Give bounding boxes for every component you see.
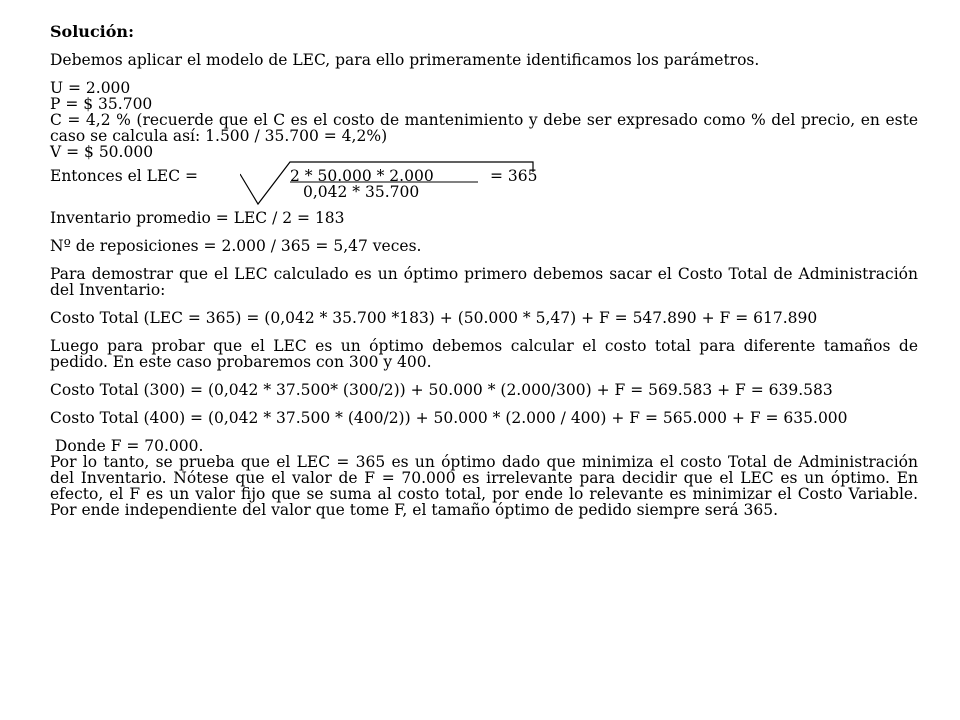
inventario-promedio: Inventario promedio = LEC / 2 = 183 <box>50 209 345 227</box>
document-page <box>50 24 918 518</box>
demostrar-paragraph: Para demostrar que el LEC calculado es un óptimo primero debemos sacar el Costo Total de Administración del Inventario: <box>50 265 918 299</box>
param-u: U = 2.000 <box>50 79 131 97</box>
lec-formula <box>50 166 918 210</box>
donde-f: Donde F = 70.000. <box>50 437 204 455</box>
param-c: C = 4,2 % (recuerde que el C es el costo de mantenimiento y debe ser expresado como % del precio, en este caso se calcula así: 1.500 / 35.700 = 4,2%) <box>50 111 918 145</box>
conclusion-paragraph: Por lo tanto, se prueba que el LEC = 365 es un óptimo dado que minimiza el costo Total de Administración del Inventario. Nótese que el valor de F = 70.000 es irrelevante para decidir que el LEC es un óptimo. En efecto, el F es un valor fijo que se suma al costo total, por ende lo relevante es minimizar el Costo Variable. Por ende independiente del valor que tome F, el tamaño óptimo de pedido siempre será 365. <box>50 453 918 519</box>
param-v: V = $ 50.000 <box>50 143 154 161</box>
costo-total-lec: Costo Total (LEC = 365) = (0,042 * 35.700 *183) + (50.000 * 5,47) + F = 547.890 + F = 617.890 <box>50 309 818 327</box>
lec-result: = 365 <box>490 167 538 185</box>
param-p: P = $ 35.700 <box>50 95 153 113</box>
luego-paragraph: Luego para probar que el LEC es un óptimo debemos calcular el costo total para diferente tamaños de pedido. En este caso probaremos con 300 y 400. <box>50 337 918 371</box>
lec-denominator: 0,042 * 35.700 <box>303 183 420 201</box>
numero-reposiciones: Nº de reposiciones = 2.000 / 365 = 5,47 veces. <box>50 237 422 255</box>
lec-numerator: 2 * 50.000 * 2.000 <box>290 167 434 185</box>
lec-label: Entonces el LEC = <box>50 167 199 185</box>
costo-total-400: Costo Total (400) = (0,042 * 37.500 * (400/2)) + 50.000 * (2.000 / 400) + F = 565.000 + F = 635.000 <box>50 409 848 427</box>
costo-total-300: Costo Total (300) = (0,042 * 37.500* (300/2)) + 50.000 * (2.000/300) + F = 569.583 + F = 639.583 <box>50 381 833 399</box>
intro-paragraph: Debemos aplicar el modelo de LEC, para ello primeramente identificamos los parámetros. <box>50 51 760 69</box>
solution-title: Solución: <box>50 22 134 41</box>
